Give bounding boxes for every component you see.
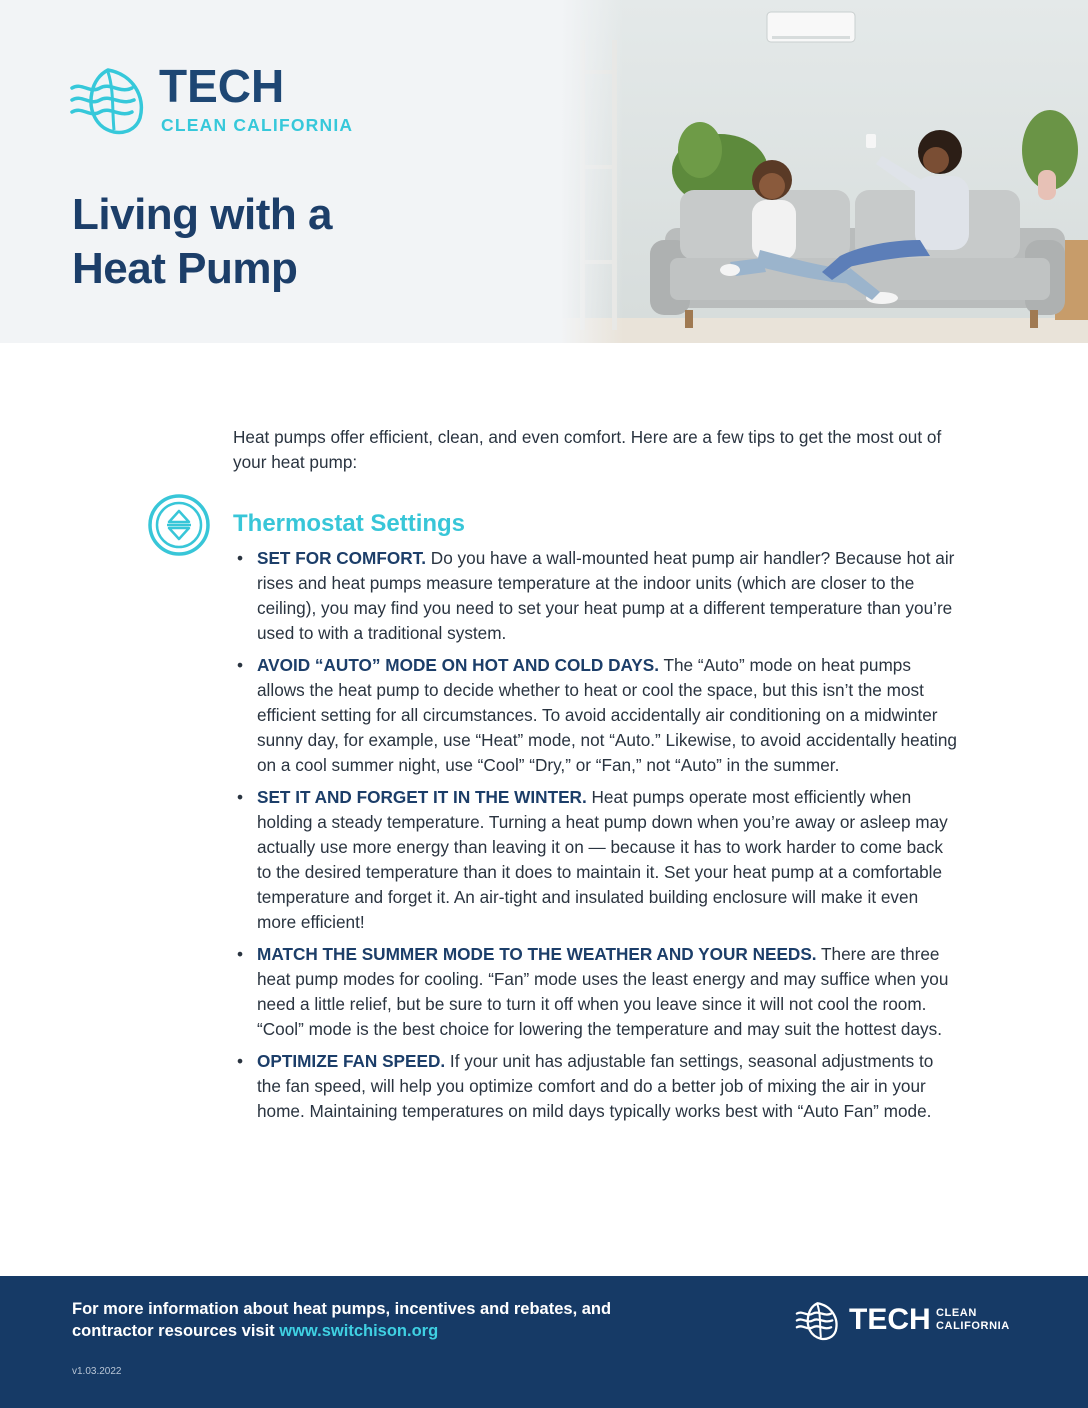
leaf-wave-logo-icon [70,66,148,136]
tip-body: There are three heat pump modes for cooling. “Fan” mode uses the least energy and may suffice when you need a little relief, but be sure to turn it off when you leave since it will not cool the room. “Cool” mode is the best choice for lowering the temperature and may suit the hottest days. [257,944,949,1039]
living-room-photo [560,0,1088,343]
footer [0,1276,1088,1408]
footer-text-line-1: For more information about heat pumps, incentives and rebates, and [72,1300,612,1318]
tip-heading: OPTIMIZE FAN SPEED. [257,1051,446,1071]
bullet: • [237,787,244,807]
tip-body: If your unit has adjustable fan settings, seasonal adjustments to the fan speed, will help you optimize comfort and do a better job of mixing the air in your home. Maintaining temperatures on mild days typically works best with “Auto Fan” mode. [257,1051,934,1121]
tip-match-summer-mode [237,942,957,1042]
logo-wordmark-clean-california: CLEAN CALIFORNIA [161,115,354,135]
tip-heading: MATCH THE SUMMER MODE TO THE WEATHER AND YOUR NEEDS. [257,944,817,964]
page-title-line-2: Heat Pump [72,244,298,293]
tip-body: Heat pumps operate most efficiently when holding a steady temperature. Turning a heat pump down when you’re away or asleep may actually use more energy than leaving it on — because it has to work harder to come back to the desired temperature than it does to maintain it. Set your heat pump at a comfortable temperature and forget it. An air-tight and insulated building enclosure will make it even more efficient! [257,787,948,932]
tip-body: The “Auto” mode on heat pumps allows the heat pump to decide whether to heat or cool the space, but this isn’t the most efficient setting for all circumstances. To avoid accidentally air conditioning on a midwinter sunny day, for example, use “Heat” mode, not “Auto.” Likewise, to avoid accidentally heating on a cool summer night, use “Cool” “Dry,” or “Fan,” not “Auto” in the summer. [257,655,957,775]
tip-heading: AVOID “AUTO” MODE ON HOT AND COLD DAYS. [257,655,660,675]
tip-heading: SET FOR COMFORT. [257,548,427,568]
version-label: v1.03.2022 [72,1366,122,1377]
footer-logo-california: CALIFORNIA [936,1320,1010,1332]
tips-list [237,546,957,1131]
page-title [72,188,542,296]
tip-body: Do you have a wall-mounted heat pump air handler? Because hot air rises and heat pumps measure temperature at the indoor units (which are closer to the ceiling), you may find you need to set your heat pump at a different temperature than you’re used to with a traditional system. [257,548,955,643]
bullet: • [237,655,244,675]
tip-optimize-fan-speed [237,1049,957,1124]
tip-avoid-auto-mode [237,653,957,778]
footer-logo-clean-california [936,1307,1026,1333]
switchison-link[interactable]: www.switchison.org [279,1322,439,1340]
tip-set-and-forget [237,785,957,935]
tip-set-for-comfort [237,546,957,646]
section-title-thermostat-settings: Thermostat Settings [233,510,466,537]
bullet: • [237,944,244,964]
bullet: • [237,548,244,568]
footer-logo-clean: CLEAN [936,1307,977,1319]
footer-logo [795,1301,1025,1341]
tech-clean-california-logo [70,60,390,138]
intro-paragraph: Heat pumps offer efficient, clean, and even comfort. Here are a few tips to get the most out of your heat pump: [233,427,942,472]
header-banner [0,0,1088,343]
footer-logo-tech: TECH [849,1303,931,1336]
leaf-wave-logo-icon [795,1301,841,1341]
page-title-line-1: Living with a [72,190,332,239]
bullet: • [237,1051,244,1071]
thermostat-updown-icon [147,493,211,557]
tip-heading: SET IT AND FORGET IT IN THE WINTER. [257,787,587,807]
footer-text-line-2: contractor resources visit [72,1322,280,1340]
logo-wordmark-tech: TECH [159,60,285,112]
footer-info-text [72,1298,692,1342]
